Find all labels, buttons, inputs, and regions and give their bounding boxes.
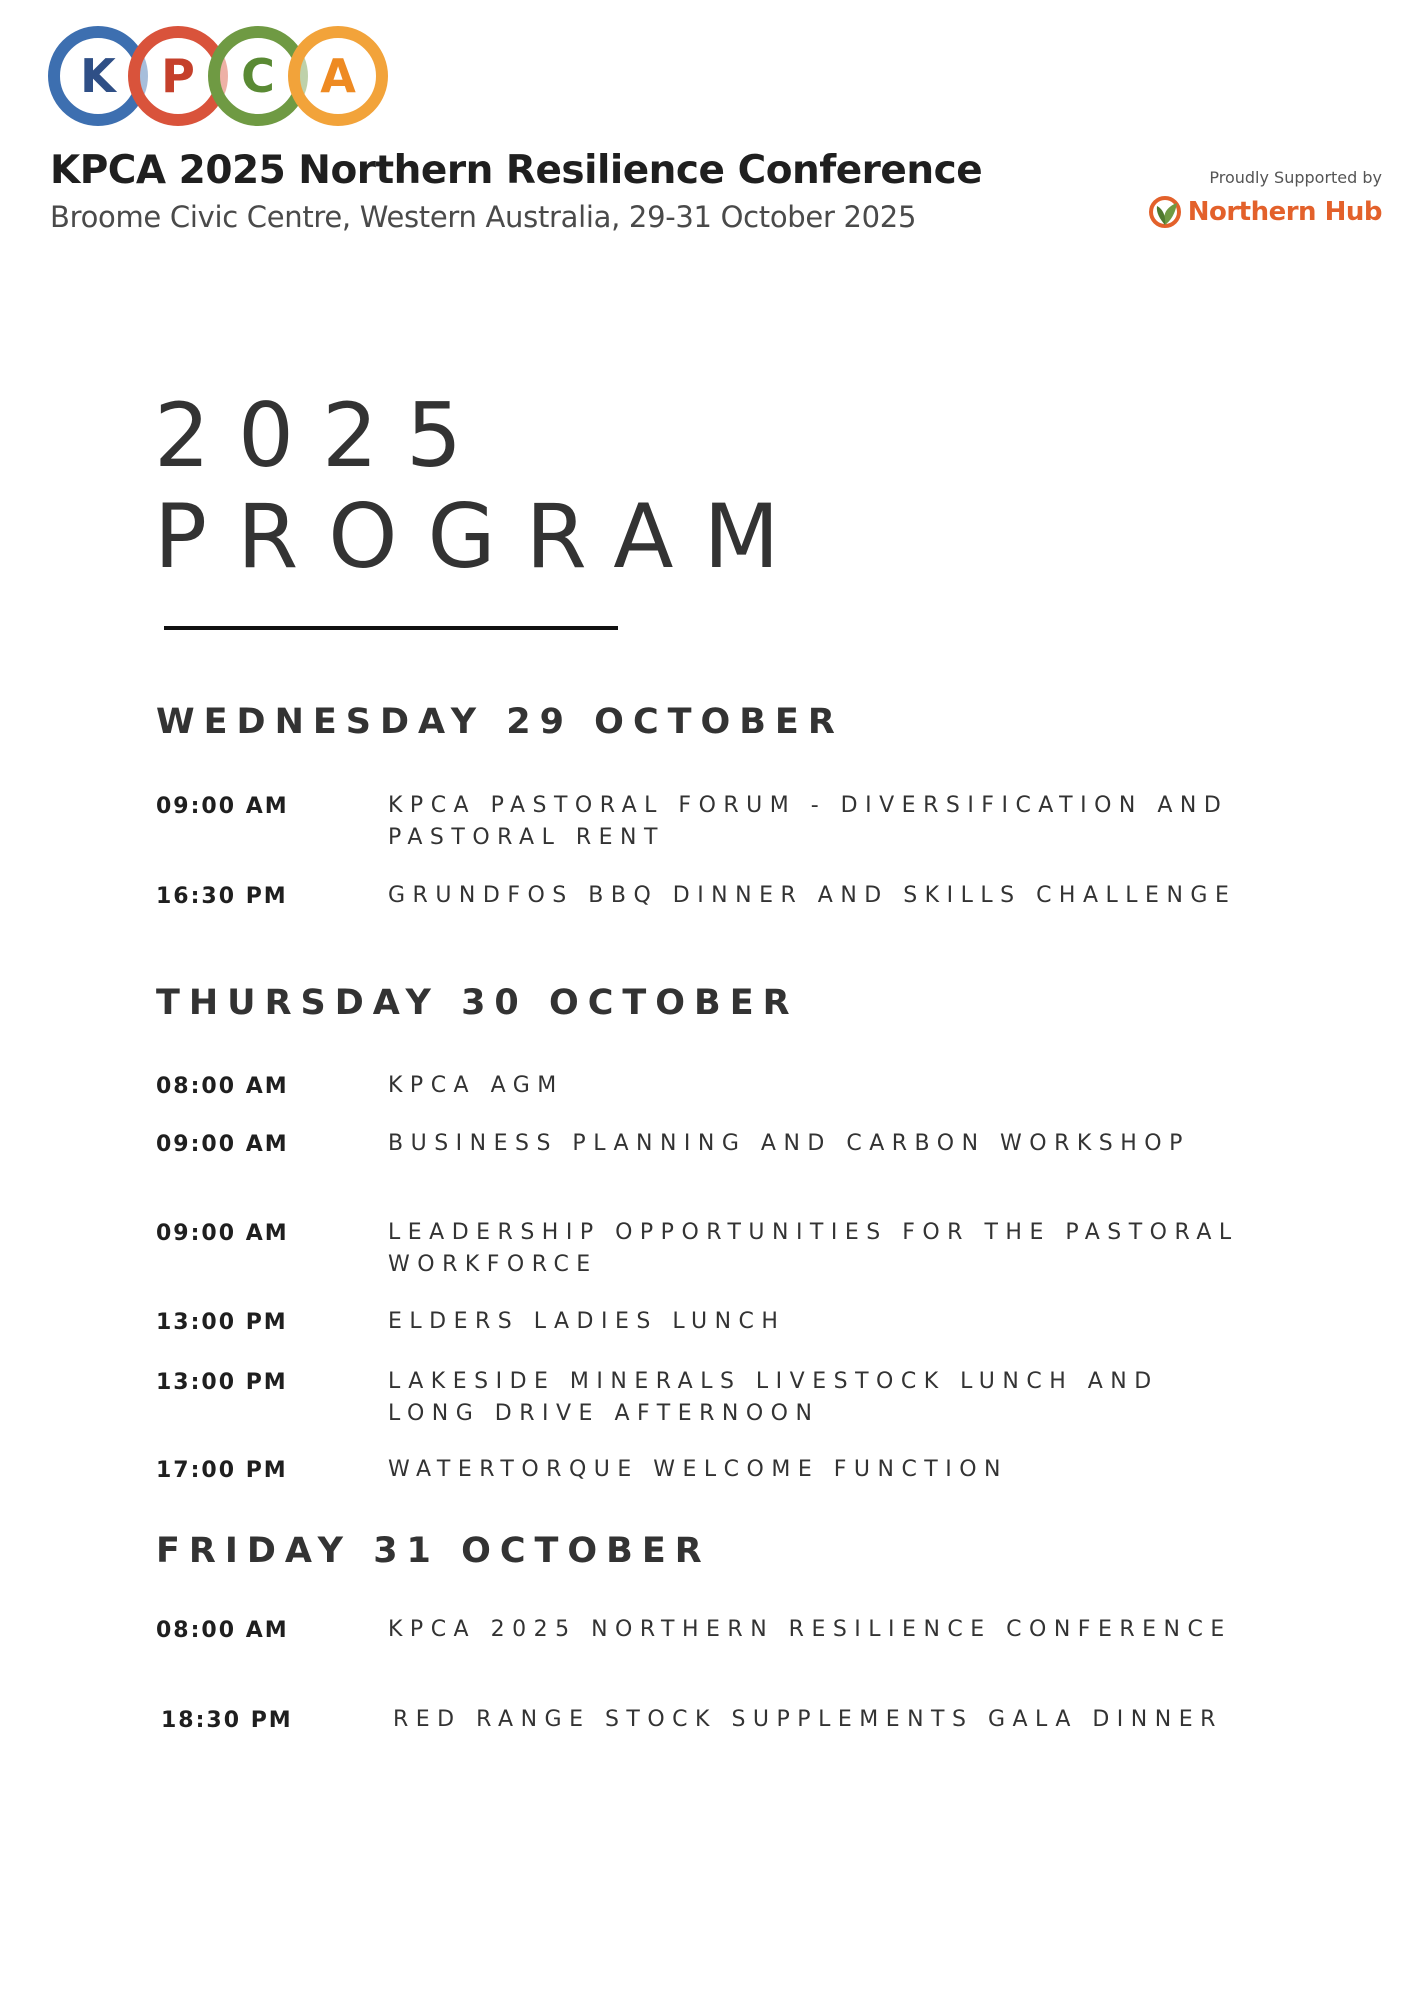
day-heading-friday: FRIDAY 31 OCTOBER [156, 1531, 711, 1571]
event-time: 08:00 AM [156, 1074, 289, 1099]
schedule-row [156, 1217, 1248, 1281]
event-time: 18:30 PM [161, 1708, 293, 1733]
sponsor-caption: Proudly Supported by [1209, 168, 1382, 187]
day-heading-wednesday: WEDNESDAY 29 OCTOBER [156, 702, 844, 742]
event-time: 16:30 PM [156, 884, 288, 909]
day-heading-thursday: THURSDAY 30 OCTOBER [156, 983, 799, 1023]
event-time: 09:00 AM [156, 1132, 289, 1157]
event-title: KPCA AGM [388, 1073, 564, 1098]
schedule-row [156, 880, 1248, 912]
logo-ring-p: P [128, 26, 228, 126]
event-title: WATERTORQUE WELCOME FUNCTION [388, 1457, 1009, 1482]
event-time: 13:00 PM [156, 1310, 288, 1335]
schedule-row [156, 1128, 1248, 1160]
schedule-row [156, 1614, 1248, 1646]
event-title: RED RANGE STOCK SUPPLEMENTS GALA DINNER [393, 1707, 1223, 1732]
heading-divider [164, 626, 618, 630]
event-time: 08:00 AM [156, 1618, 289, 1643]
sponsor-block [1142, 168, 1382, 229]
sponsor-name: Northern Hub [1187, 197, 1382, 227]
event-time: 09:00 AM [156, 1221, 289, 1246]
leaf-icon [1148, 195, 1182, 229]
event-title: KPCA PASTORAL FORUM - DIVERSIFICATION AND PASTORAL RENT [388, 793, 1229, 850]
schedule-row [156, 1366, 1248, 1430]
schedule-row [156, 1070, 1248, 1102]
event-time: 13:00 PM [156, 1370, 288, 1395]
conference-title: KPCA 2025 Northern Resilience Conference [50, 148, 983, 193]
event-title: LAKESIDE MINERALS LIVESTOCK LUNCH AND LONG DRIVE AFTERNOON [388, 1369, 1159, 1426]
schedule-row [156, 1454, 1248, 1486]
program-year: 2025 [154, 384, 490, 487]
event-title: GRUNDFOS BBQ DINNER AND SKILLS CHALLENGE [388, 883, 1237, 908]
event-title: BUSINESS PLANNING AND CARBON WORKSHOP [388, 1131, 1190, 1156]
program-heading: PROGRAM [154, 485, 810, 588]
logo-ring-k: K [48, 26, 148, 126]
logo-ring-a: A [288, 26, 388, 126]
event-title: KPCA 2025 NORTHERN RESILIENCE CONFERENCE [388, 1617, 1232, 1642]
kpca-logo [48, 24, 388, 134]
logo-ring-c: C [208, 26, 308, 126]
schedule-row [156, 1306, 1248, 1338]
schedule-row [156, 790, 1248, 854]
event-title: LEADERSHIP OPPORTUNITIES FOR THE PASTORAL WORKFORCE [388, 1220, 1239, 1277]
event-title: ELDERS LADIES LUNCH [388, 1309, 786, 1334]
event-time: 17:00 PM [156, 1458, 288, 1483]
event-time: 09:00 AM [156, 794, 289, 819]
conference-subtitle: Broome Civic Centre, Western Australia, 29-31 October 2025 [50, 200, 917, 234]
schedule-row [161, 1704, 1253, 1736]
